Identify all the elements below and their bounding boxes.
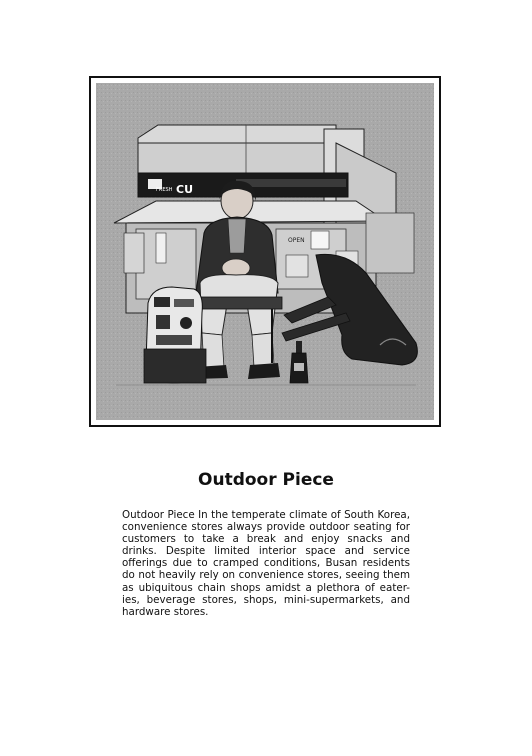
store-prefix-sign: FRESH <box>156 187 173 193</box>
article-title: Outdoor Piece <box>198 470 334 490</box>
store-logo-sign: CU <box>176 183 194 196</box>
illustration <box>96 83 434 420</box>
backpack <box>144 287 206 383</box>
illustration-frame <box>89 76 441 427</box>
article-body: Outdoor Piece In the temperate climate of South Korea, convenience stores always provide outdoor seating for customers to take a break and enjoy snacks and drinks. Despite limited interior space and service offerings due to cramped conditions, Busan residents do not heavily rely on convenience stores, seeing them as ubiquitous chain shops amidst a plethora of eater-ies, beverage stores, shops, mini-supermarkets, and hardware stores. <box>122 509 410 618</box>
open-sign: OPEN <box>288 237 305 244</box>
illustration-drawing <box>96 83 434 420</box>
